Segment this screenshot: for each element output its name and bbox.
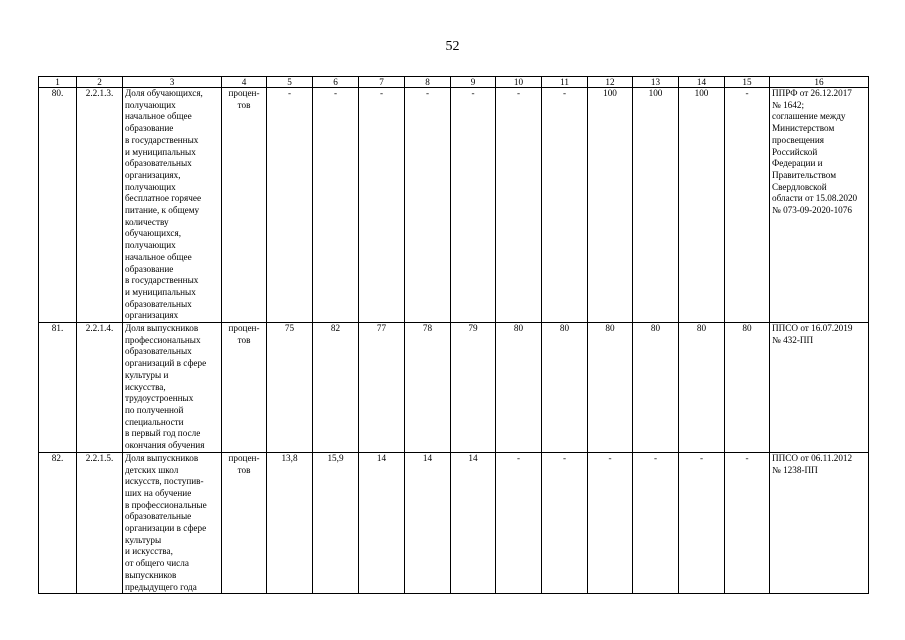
column-header: 10 xyxy=(496,77,542,88)
column-header: 15 xyxy=(725,77,770,88)
source-document: ППРФ от 26.12.2017 № 1642; соглашение между Министерством просвещения Российской Федерации и Правительством Свердловской области от 15.08.2020 № 073-09-2020-1076 xyxy=(770,88,869,323)
row-code: 2.2.1.3. xyxy=(77,88,123,323)
indicator-table xyxy=(38,76,869,594)
column-header: 3 xyxy=(123,77,222,88)
row-code: 2.2.1.5. xyxy=(77,452,123,593)
value-cell: 77 xyxy=(359,323,405,453)
column-header: 6 xyxy=(313,77,359,88)
indicator-description: Доля обучающихся, получающих начальное общее образование в государственных и муниципальных образовательных организациях, получающих бесплатное горячее питание, к общему количеству обучающихся, получающих начальное общее образование в государственных и муниципальных образовательных организациях xyxy=(123,88,222,323)
value-cell: - xyxy=(588,452,633,593)
column-header: 8 xyxy=(405,77,451,88)
column-header: 7 xyxy=(359,77,405,88)
value-cell: 80 xyxy=(633,323,679,453)
value-cell: - xyxy=(542,88,588,323)
table-row xyxy=(39,88,869,323)
page-number: 52 xyxy=(445,39,460,54)
value-cell: 80 xyxy=(588,323,633,453)
unit-cell: процен- тов xyxy=(222,323,267,453)
row-number: 82. xyxy=(39,452,77,593)
value-cell: 78 xyxy=(405,323,451,453)
table-row xyxy=(39,452,869,593)
table-row xyxy=(39,323,869,453)
value-cell: - xyxy=(313,88,359,323)
row-number: 80. xyxy=(39,88,77,323)
column-header: 1 xyxy=(39,77,77,88)
value-cell: - xyxy=(542,452,588,593)
value-cell: 82 xyxy=(313,323,359,453)
value-cell: 79 xyxy=(451,323,496,453)
value-cell: 75 xyxy=(267,323,313,453)
column-header: 4 xyxy=(222,77,267,88)
value-cell: 100 xyxy=(633,88,679,323)
value-cell: 13,8 xyxy=(267,452,313,593)
value-cell: 100 xyxy=(588,88,633,323)
row-number: 81. xyxy=(39,323,77,453)
indicator-description: Доля выпускников профессиональных образовательных организаций в сфере культуры и искусства, трудоустроенных по полученной специальности в первый год после окончания обучения xyxy=(123,323,222,453)
value-cell: - xyxy=(405,88,451,323)
value-cell: - xyxy=(725,88,770,323)
value-cell: - xyxy=(267,88,313,323)
column-header: 5 xyxy=(267,77,313,88)
value-cell: 14 xyxy=(359,452,405,593)
value-cell: 80 xyxy=(725,323,770,453)
value-cell: 14 xyxy=(451,452,496,593)
column-header: 13 xyxy=(633,77,679,88)
source-document: ППСО от 06.11.2012 № 1238-ПП xyxy=(770,452,869,593)
value-cell: 80 xyxy=(679,323,725,453)
value-cell: 14 xyxy=(405,452,451,593)
value-cell: - xyxy=(451,88,496,323)
row-code: 2.2.1.4. xyxy=(77,323,123,453)
value-cell: - xyxy=(359,88,405,323)
value-cell: - xyxy=(725,452,770,593)
unit-cell: процен- тов xyxy=(222,452,267,593)
column-header: 11 xyxy=(542,77,588,88)
unit-cell: процен- тов xyxy=(222,88,267,323)
indicator-description: Доля выпускников детских школ искусств, поступив- ших на обучение в профессиональные образовательные организации в сфере культуры и искусства, от общего числа выпускников предыдущего года xyxy=(123,452,222,593)
column-header: 12 xyxy=(588,77,633,88)
column-header: 9 xyxy=(451,77,496,88)
value-cell: 80 xyxy=(542,323,588,453)
header-row xyxy=(39,77,869,88)
source-document: ППСО от 16.07.2019 № 432-ПП xyxy=(770,323,869,453)
value-cell: - xyxy=(496,88,542,323)
value-cell: - xyxy=(496,452,542,593)
value-cell: - xyxy=(633,452,679,593)
value-cell: 15,9 xyxy=(313,452,359,593)
value-cell: 80 xyxy=(496,323,542,453)
column-header: 16 xyxy=(770,77,869,88)
value-cell: 100 xyxy=(679,88,725,323)
column-header: 2 xyxy=(77,77,123,88)
value-cell: - xyxy=(679,452,725,593)
column-header: 14 xyxy=(679,77,725,88)
